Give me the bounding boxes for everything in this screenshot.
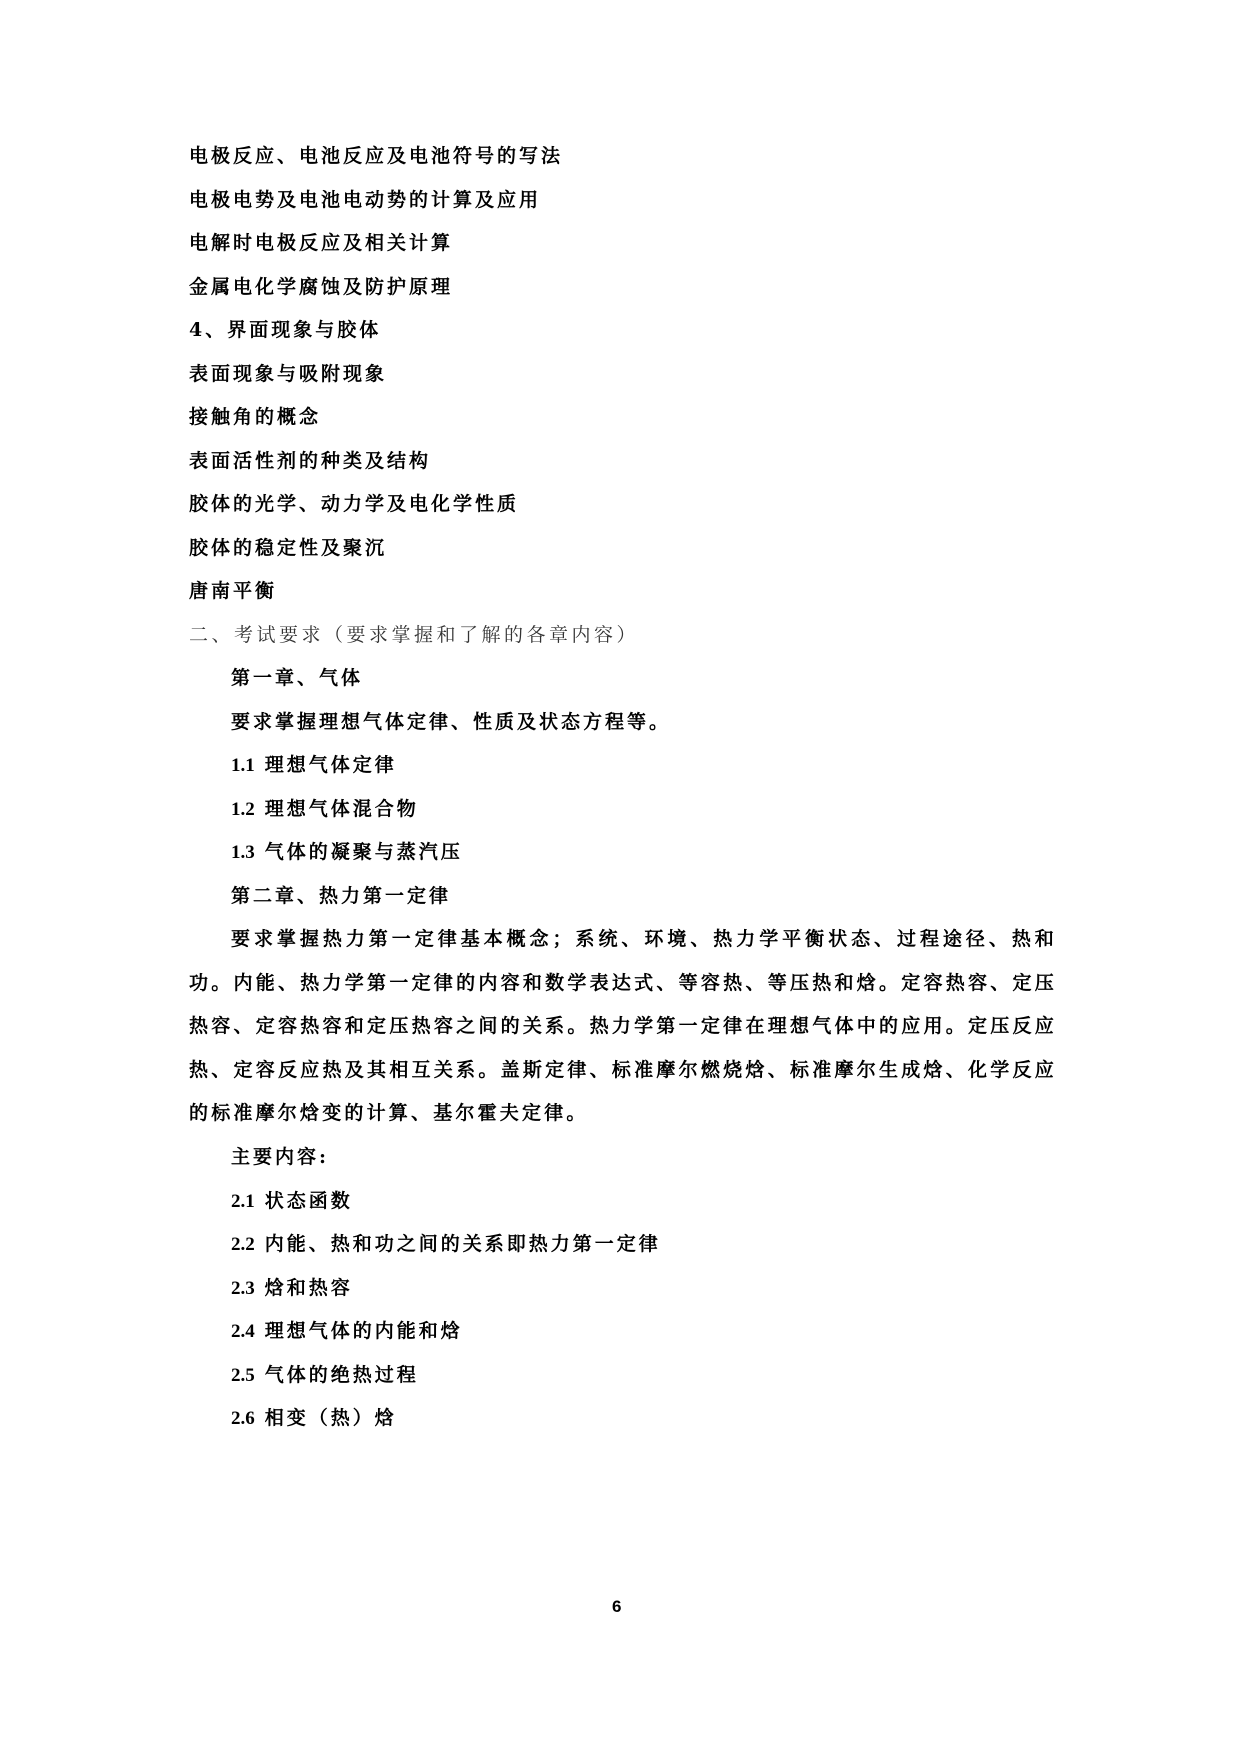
topic-heading: 4、界面现象与胶体: [189, 319, 382, 341]
chapter-1-item: [231, 840, 463, 865]
item-number: 2.3: [231, 1278, 255, 1299]
section-heading: 二、考试要求（要求掌握和了解的各章内容）: [189, 624, 640, 646]
item-text: 气体的凝聚与蒸汽压: [264, 841, 463, 863]
item-number: 2.4: [231, 1321, 255, 1342]
topic-line: 表面活性剂的种类及结构: [189, 450, 432, 472]
chapter-1-requirement: 要求掌握理想气体定律、性质及状态方程等。: [231, 711, 672, 733]
chapter-1-title: 第一章、气体: [231, 667, 364, 689]
chapter-2-item: [231, 1406, 397, 1431]
topic-line: 胶体的光学、动力学及电化学性质: [189, 493, 520, 515]
chapter-1-item: [231, 753, 397, 778]
chapter-1-item: [231, 797, 419, 822]
item-number: 1.3: [231, 842, 255, 863]
chapter-2-title: 第二章、热力第一定律: [231, 885, 452, 907]
item-text: 理想气体定律: [264, 754, 397, 776]
item-text: 状态函数: [264, 1190, 353, 1212]
topic-line: 胶体的稳定性及聚沉: [189, 537, 388, 559]
item-number: 2.5: [231, 1365, 255, 1386]
item-number: 1.2: [231, 799, 255, 820]
item-text: 理想气体的内能和焓: [264, 1320, 463, 1342]
chapter-2-item: [231, 1189, 353, 1214]
topic-line: 金属电化学腐蚀及防护原理: [189, 276, 454, 298]
item-number: 2.1: [231, 1191, 255, 1212]
main-content-label: 主要内容:: [231, 1146, 330, 1168]
topic-line: 电极电势及电池电动势的计算及应用: [189, 189, 542, 211]
chapter-2-item: [231, 1276, 353, 1301]
item-text: 相变（热）焓: [264, 1407, 397, 1429]
chapter-2-item: [231, 1319, 463, 1344]
item-text: 理想气体混合物: [264, 798, 419, 820]
item-text: 内能、热和功之间的关系即热力第一定律: [264, 1233, 661, 1255]
topic-line: 电解时电极反应及相关计算: [189, 232, 454, 254]
topic-line: 表面现象与吸附现象: [189, 363, 388, 385]
item-number: 2.6: [231, 1408, 255, 1429]
item-text: 气体的绝热过程: [264, 1364, 419, 1386]
chapter-2-item: [231, 1232, 661, 1257]
page-number: 6: [612, 1597, 622, 1616]
item-number: 2.2: [231, 1234, 255, 1255]
topic-line: 唐南平衡: [189, 580, 278, 602]
topic-line: 接触角的概念: [189, 406, 322, 428]
item-text: 焓和热容: [264, 1277, 353, 1299]
chapter-2-item: [231, 1363, 419, 1388]
chapter-2-requirement-paragraph: 要求掌握热力第一定律基本概念；系统、环境、热力学平衡状态、过程途径、热和功。内能、热力学第一定律的内容和数学表达式、等容热、等压热和焓。定容热容、定压热容、定容热容和定压热容之间的关系。热力学第一定律在理想气体中的应用。定压反应热、定容反应热及其相互关系。盖斯定律、标准摩尔燃烧焓、标准摩尔生成焓、化学反应的标准摩尔焓变的计算、基尔霍夫定律。: [189, 928, 1057, 1124]
item-number: 1.1: [231, 755, 255, 776]
topic-line: 电极反应、电池反应及电池符号的写法: [189, 145, 564, 167]
